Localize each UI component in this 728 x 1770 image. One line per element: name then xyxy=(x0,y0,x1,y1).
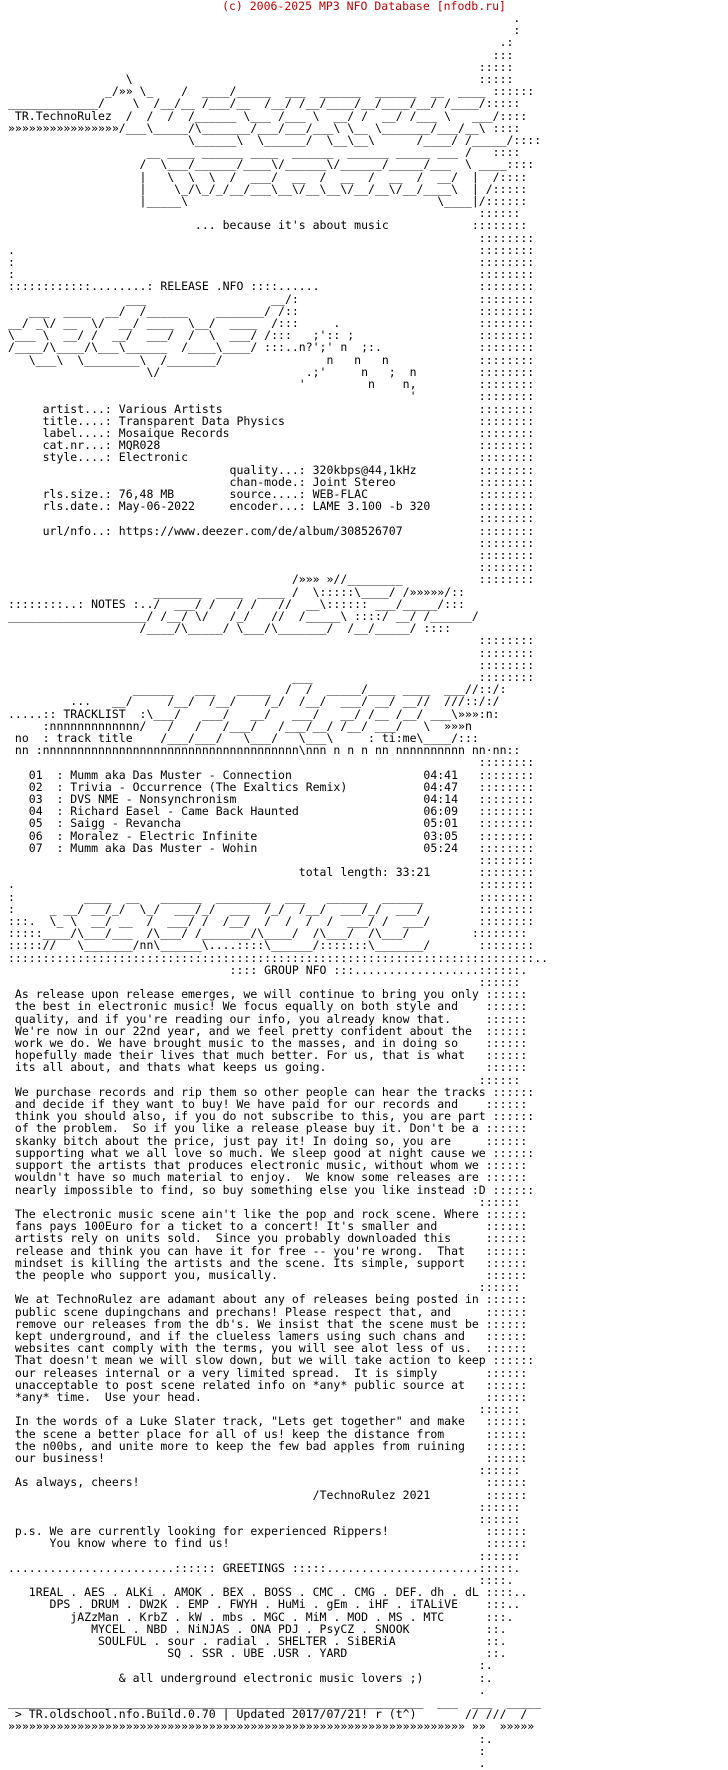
copyright-header: (c) 2006-2025 MP3 NFO Database [nfodb.ru] xyxy=(222,0,506,13)
nfo-text-body: . : .: ::: ::::: \ ::::: _/»» \_ / ____/_____ ___ ______ ______ __ ____ :::::: _____________/ \ /__/__ /___/__ /__/ /__/____/__/____/__/ /____/::::: TR.TechnoRulez / / / /______ \___ /___ \ __/ / __/ /___ \ ___/:::: »»»»»»»»»»»»»»»»/___\_____/\_______/___/___/___\ \__ \_______/___/__\ :::: \______\ \______/ \__\__\ /____/ /_____/:::: __ ____ ______ ____ ______ ______ _____ ___ / :::: / \___/______/____\/______\/______/_____/___ \ ____:::: | \ \ \ / ___/ __ / __ / __ / __/ | /:::: | \_/\_/_/__/___\__\/__\__\/__/__\/__/____\ | /::::: |_____\ \____|/:::::: :::::: ... because it's about music :::::::: :::::::: . :::::::: : :::::::: : :::::::: ::::::::::::........: RELEASE .NFO ::::...... :::::::: ___ __/: :::::::: ___ ____ __/ /______ _______/ /:: :::::::: __/ _\/ __ \/ __/ ____ \__/ ____ /::: . :::::::: \___ \ __/ / __/ ___/ / \ ___/ /::: ;':: ; :::::::: /____/\____/\___\______ /____\____/ :::..n?';' n ;:. :::::::: \___\ \________\ /_______/ n n n :::::::: \/ .;' n ; n :::::::: ' n n, :::::::: ' :::::::: artist...: Various Artists :::::::: title....: Transparent Data Physics :::::::: label....: Mosaique Records :::::::: cat.nr...: MQR028 :::::::: style....: Electronic :::::::: quality...: 320kbps@44,1kHz :::::::: chan-mode.: Joint Stereo :::::::: rls.size.: 76,48 MB source....: WEB-FLAC :::::::: rls.date.: May-06-2022 encoder...: LAME 3.100 -b 320 :::::::: :::::::: url/nfo..: https://www.deezer.com/de/album/308526707 :::::::: :::::::: :::::::: :::::::: /»»» »//________ :::::::: _______ ____ ____ / \:::::\____/ /»»»»»/:: ::::::::..: NOTES :../ ___/ / / / // __\:::::: ___/_____/::: ____________________/ /__/ \/ /_/ // /_____\ ::::/ __/ /______/ /____/\_____/ \___/\_______/ /__/_____/ :::: :::::::: :::::::: :::::::: ___ :::::::: ______ ___ _____ / / _____/____ ____ ___//::/: ... __/ /__/ /__/ /_/ /__/ ___/ __/ __// ///::/:/ .....:: TRACKLIST :\___/ ___/ __/ ___/ __/ /__ /__/ ___\»»»:n: :nnnnnnnnnnnnn/ / / /___/ /___/__/ /__/ ___/ \ »»»n no : track title /___/___/ \___/ \___\ : ti:me\____/::: nn :nnnnnnnnnnnnnnnnnnnnnnnnnnnnnnnnnnnnn\nnn n n n nn nnnnnnnnnn nn·nn:: :::::::: 01 : Mumm aka Das Muster - Connection 04:41 :::::::: 02 : Trivia - Occurrence (The Exaltics Remix) 04:47 :::::::: 03 : DVS NME - Nonsynchronism 04:14 :::::::: 04 : Richard Easel - Came Back Haunted 06:09 :::::::: 05 : Saigg - Revancha 05:01 :::::::: 06 : Moralez - Electric Infinite 03:05 :::::::: 07 : Mumm aka Das Muster - Wohin 05:24 :::::::: :::::::: total length: 33:21 :::::::: . :::::::: : ____ __ ______ ________ ___ ______ ______ :::::::: : _ __/ __/_/ \_/ ___/_/ ___ /_/ /__/ ___/_/ ___/ :::::::: :::. \_ \ __/ __ / ___/ / /__/ / / / / ___/ / ___/ :::::::: :::::____/\___/___ /\___/ /_______/\____/ /\___/ /\___/ :::::::: :::::// \_______/nn\______\....::::\______/:::::::\_______/ :::::::: ::::::::::::::::::::::::::::::::::::::::::::::::::::::::::::::::::::::::::::.. :::: GROUP NFO :::..................::::::. :::::: As release upon release emerges, we will continue to bring you only :::::: the best in electronic music! We focus equally on both style and :::::: quality, and if you're reading our info, you already know that. :::::: We're now in our 22nd year, and we feel pretty confident about the :::::: work we do. We have brought music to the masses, and in doing so :::::: hopefully made their lives that much better. For us, that is what :::::: its all about, and thats what keeps us going. :::::: :::::: We purchase records and rip them so other people can hear the tracks :::::: and decide if they want to buy! We have paid for our records and :::::: think you should also, if you do not subscribe to this, you are part :::::: of the problem. So if you like a release please buy it. Don't be a :::::: skanky bitch about the price, just pay it! In doing so, you are :::::: supporting what we all love so much. We sleep good at night cause we :::::: support the artists that produces electronic music, without whom we :::::: wouldn't have so much material to enjoy. We know some releases are :::::: nearly impossible to find, so buy something else you like instead :D :::::: :::::: The electronic music scene ain't like the pop and rock scene. Where :::::: fans pays 100Euro for a ticket to a concert! It's smaller and :::::: artists rely on units sold. Since you probably downloaded this :::::: release and think you can have it for free -- you're wrong. That :::::: mindset is killing the artists and the scene. Its simple, support :::::: the people who support you, musically. :::::: :::::: We at TechnoRulez are adamant about any of releases being posted in :::::: public scene dupingchans and prechans! Please respect that, and :::::: remove our releases from the db's. We insist that the scene must be :::::: kept underground, and if the clueless lamers using such chans and :::::: websites cant comply with the terms, you will see alot less of us. :::::: That doesn't mean we will slow down, but we will take action to keep :::::: our releases internal or a very limited spread. It is simply :::::: unacceptable to post scene related info on *any* public source at :::::: *any* time. Use your head. :::::: :::::: In the words of a Luke Slater track, "Lets get together" and make :::::: the scene a better place for all of us! keep the distance from :::::: the n00bs, and unite more to keep the few bad apples from ruining :::::: our business! :::::: :::::: As always, cheers! :::::: /TechnoRulez 2021 :::::: :::::: :::::: p.s. We are currently looking for experienced Rippers! :::::: You know where to find us! :::::: :::::: ........................:::::: GREETINGS :::::......................:::::. ::::. 1REAL . AES . ALKi . AMOK . BEX . BOSS . CMC . CMG . DEF. dh . dL ::::.. DPS . DRUM . DW2K . EMP . FWYH . HuMi . gEm . iHF . iTALiVE :::.. jAZzMan . KrbZ . kW . mbs . MGC . MiM . MOD . MS . MTC :::. MYCEL . NBD . NiNJAS . ONA PDJ . PsyCZ . SNOOK ::. SOULFUL . sour . radial . SHELTER . SiBERiA ::. SQ . SSR . UBE .USR . YARD ::. :. & all underground electronic music lovers ;) :. . ____________________________________________________________ ___ ___ _____ > TR.oldschool.nfo.Build.0.70 | Updated 2017/07/21! r (t^) // /// / »»»»»»»»»»»»»»»»»»»»»»»»»»»»»»»»»»»»»»»»»»»»»»»»»»»»»»»»»»»»»»»»»» »» »»»»» :. : . xyxy=(8,11,549,1770)
